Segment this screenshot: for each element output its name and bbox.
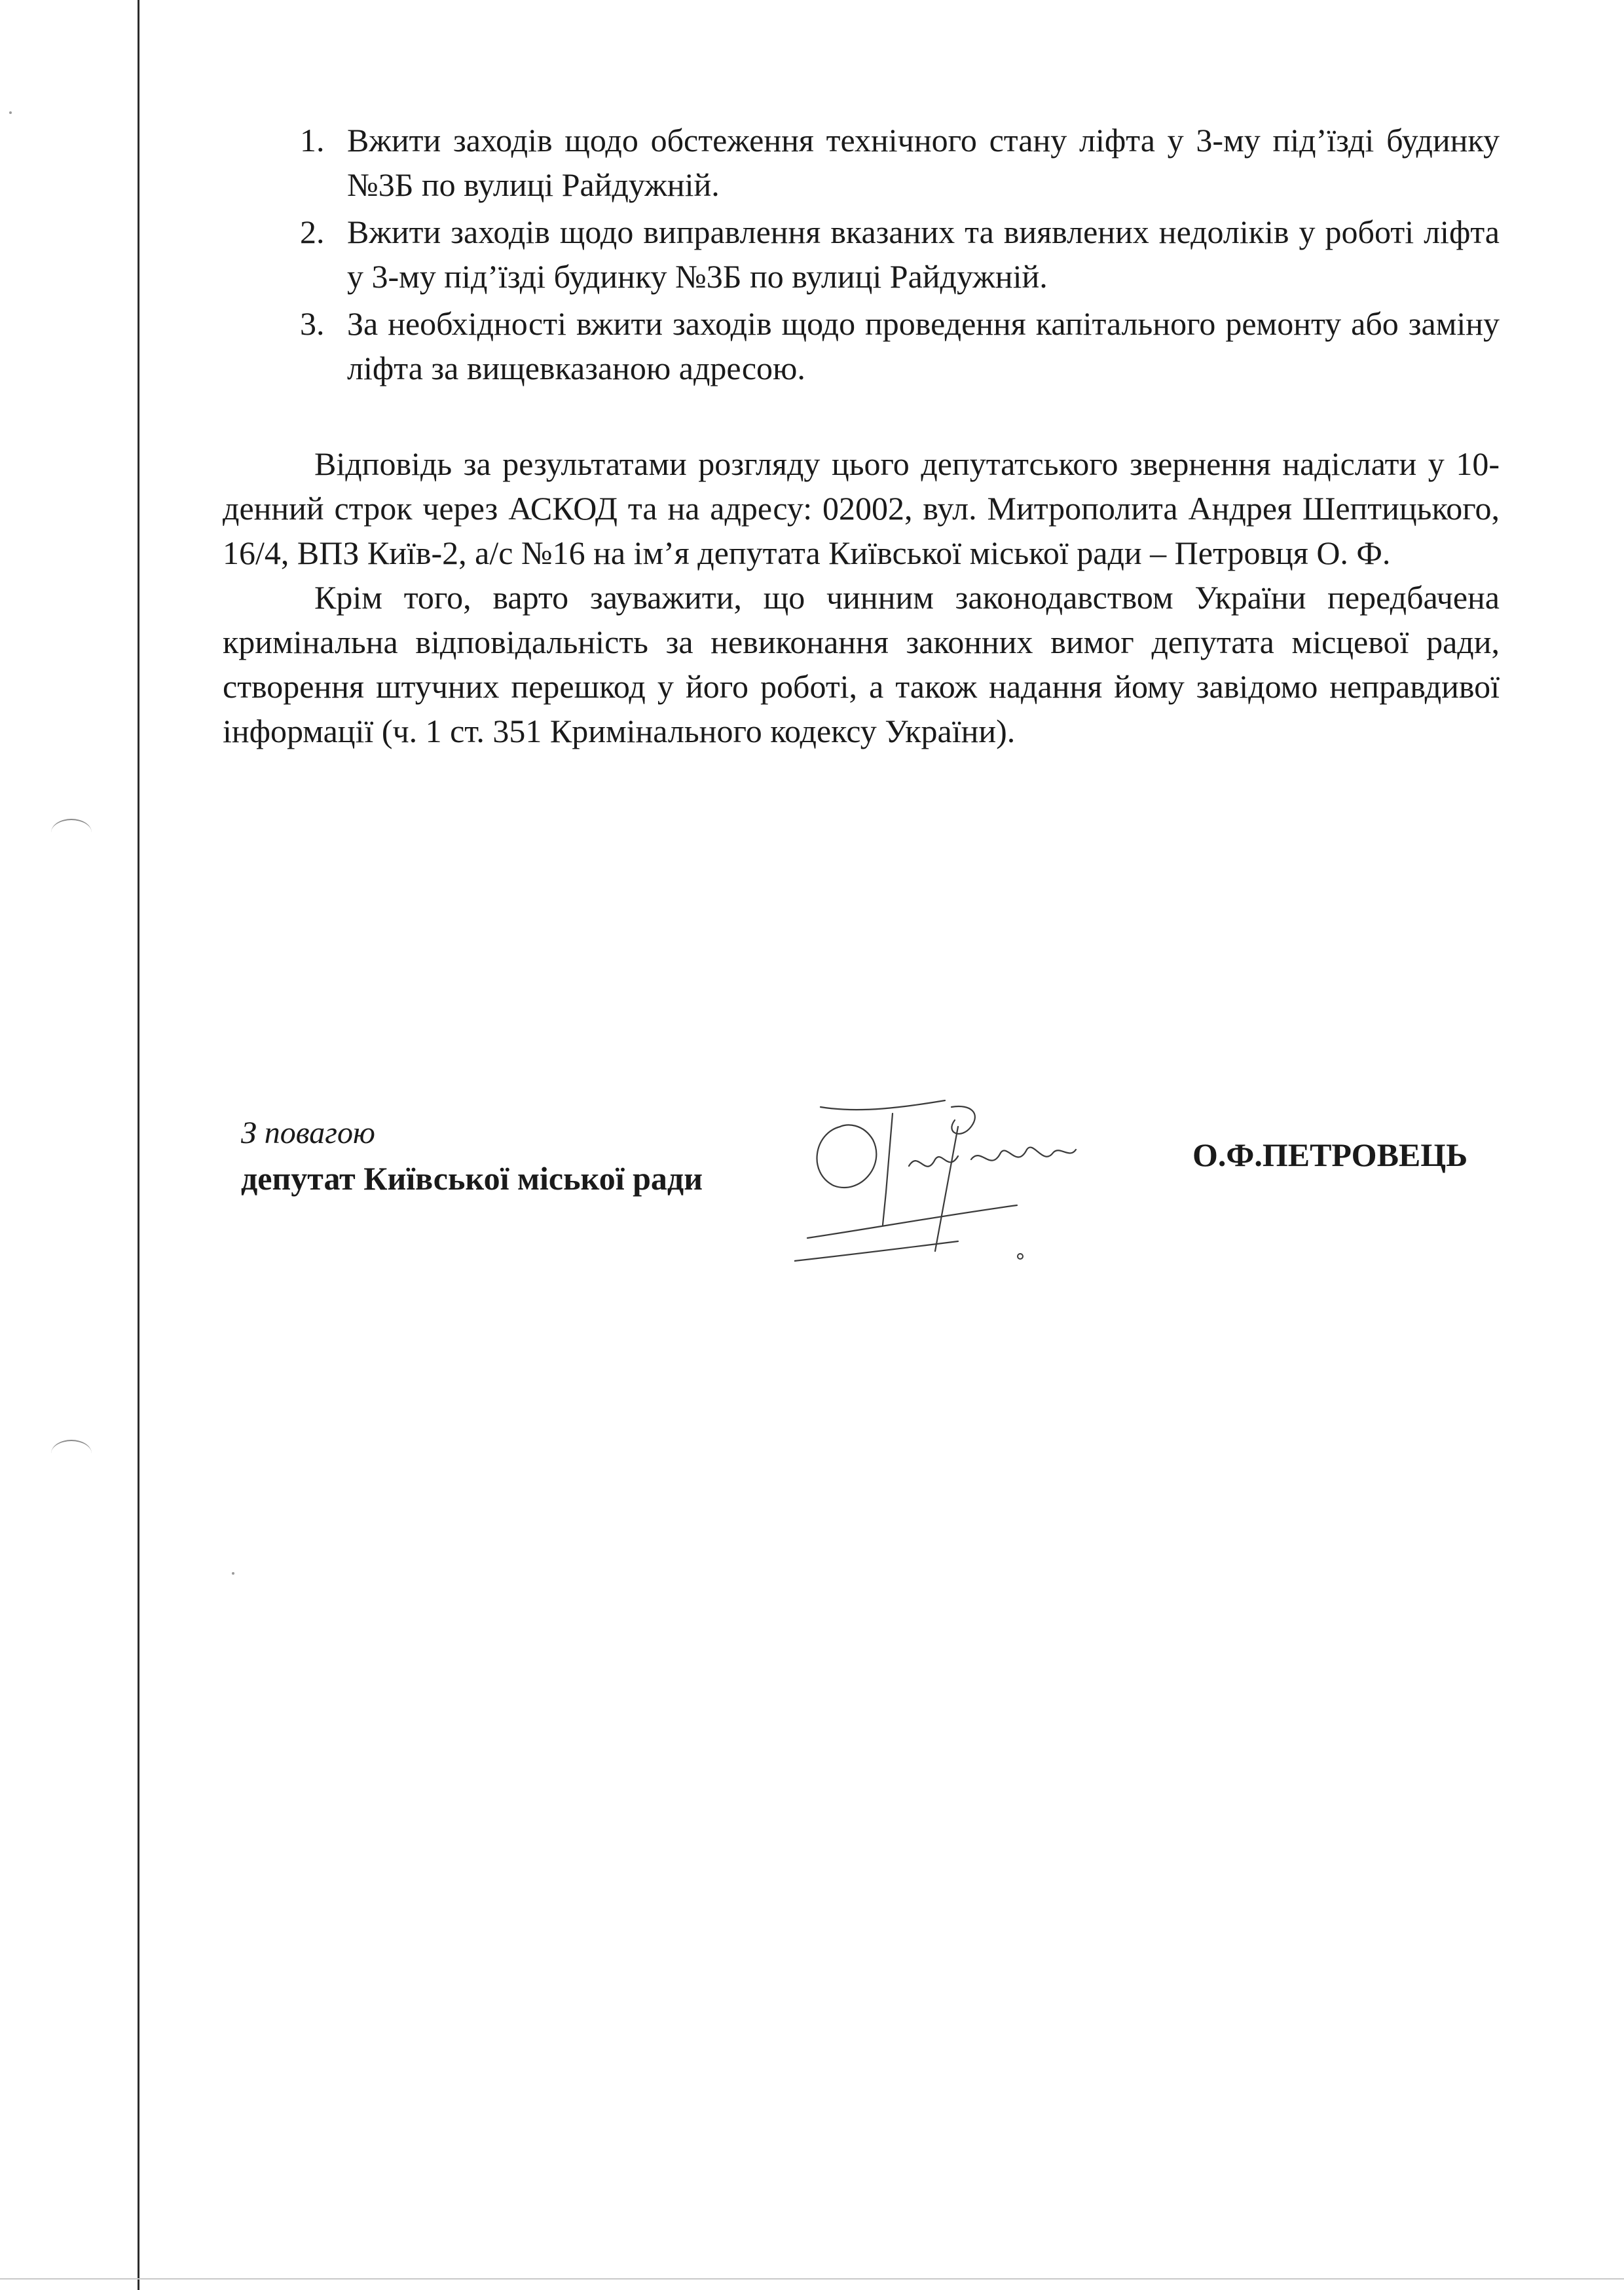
request-list <box>223 118 1500 390</box>
scan-bottom-edge <box>0 2278 1624 2280</box>
closing-block <box>241 1114 1518 1284</box>
scan-left-edge <box>138 0 139 2290</box>
list-item-number: 2. <box>300 214 325 250</box>
signer-name: О.Ф.ПЕТРОВЕЦЬ <box>1192 1136 1468 1173</box>
list-item-text: Вжити заходів щодо обстеження технічного стану ліфта у 3-му під’їзді будинку №3Б по вулиці Райдужній. <box>347 122 1500 203</box>
list-item-text: За необхідності вжити заходів щодо проведення капітального ремонту або заміну ліфта за вищевказаною адресою. <box>347 305 1500 386</box>
punch-hole-mark <box>51 819 92 846</box>
handwritten-signature <box>794 1087 1135 1284</box>
punch-hole-mark <box>51 1440 92 1467</box>
signer-position: депутат Київської міської ради <box>241 1160 703 1197</box>
list-item <box>223 118 1500 207</box>
scan-speck <box>9 111 12 114</box>
list-item-number: 3. <box>300 305 325 342</box>
list-item-number: 1. <box>300 122 325 159</box>
list-item <box>223 301 1500 390</box>
scan-speck <box>232 1572 234 1575</box>
list-item <box>223 210 1500 299</box>
closing-regards: З повагою <box>241 1116 375 1150</box>
response-paragraph: Відповідь за результатами розгляду цього депутатського звернення надіслати у 10-денний строк через АСКОД та на адресу: 02002, вул. Митрополита Андрея Шептицького, 16/4, ВПЗ Київ-2, а/с №16 на ім’я депутата Київської міської ради – Петровця О. Ф. <box>223 445 1500 571</box>
list-item-text: Вжити заходів щодо виправлення вказаних та виявлених недоліків у роботі ліфта у 3-му під’їзді будинку №3Б по вулиці Райдужній. <box>347 214 1500 295</box>
letter-body <box>223 118 1500 753</box>
liability-paragraph: Крім того, варто зауважити, що чинним законодавством України передбачена кримінальна відповідальність за невиконання законних вимог депутата місцевої ради, створення штучних перешкод у його роботі, а також надання йому завідомо неправдивої інформації (ч. 1 ст. 351 Кримінального кодексу України). <box>223 579 1500 749</box>
